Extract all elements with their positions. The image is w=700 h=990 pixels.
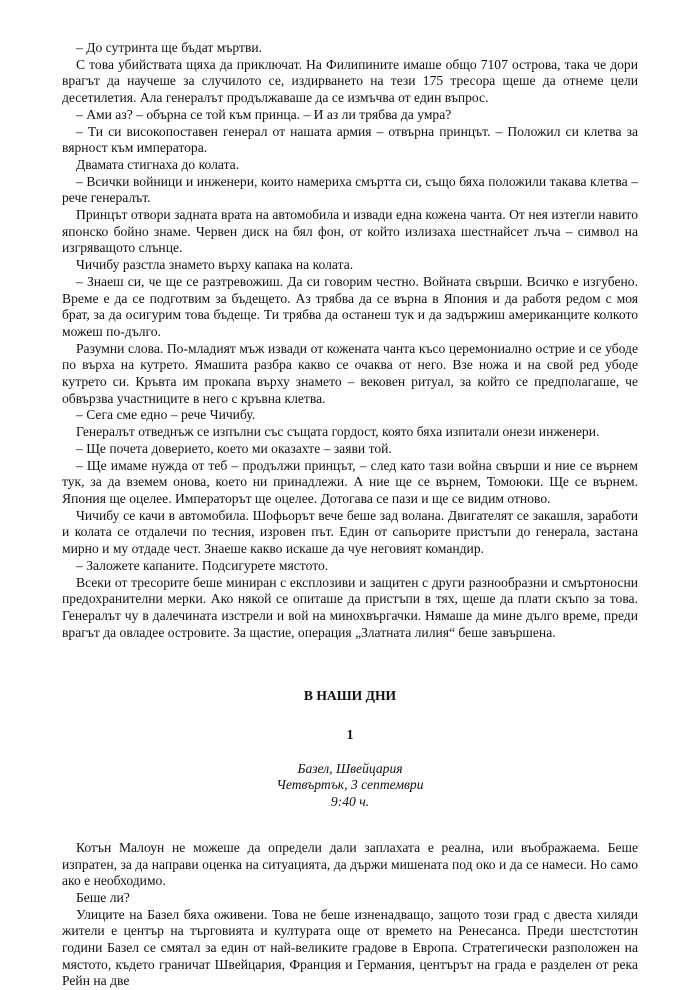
text-block-top	[62, 40, 638, 641]
paragraph: – Заложете капаните. Подсигурете мястото.	[76, 557, 329, 573]
location-time: 9:40 ч.	[330, 794, 370, 810]
paragraph: С това убийствата щяха да приключат. На Филипините имаше общо 7107 острова, така че дори врагът да научеше за случилото се, издирването на тези 175 тресора щеше да отнеме цели десетилетия. Ала генералът продължаваше да се измъчва от един въпрос.	[62, 56, 638, 106]
paragraph: Разумни слова. По-младият мъж извади от кожената чанта късо церемониално острие и се убоде по върха на кутрето. Ямашита разбра какво се очаква от него. Взе ножа и на свой ред убоде кутрето си. Кръвта им прокапа върху знамето – вековен ритуал, за който се предполагаше, че обвързва участниците в него с кръвна клетва.	[62, 340, 638, 406]
location-heading	[62, 761, 638, 811]
location-date: Четвъртък, 3 септември	[276, 777, 424, 793]
paragraph: – Всички войници и инженери, които намериха смъртта си, също бяха положили такава клетва – рече генералът.	[62, 173, 638, 206]
paragraph: – Ще имаме нужда от теб – продължи принцът, – след като тази война свърши и ние се върнем тук, за да вземем онова, което ни принадлежи. А ние ще се върнем, Томоюки. Ще се върнем. Япония ще оцелее. Императорът ще оцелее. Дотогава се пази и ще се видим отново.	[62, 457, 638, 506]
section-title: В НАШИ ДНИ	[303, 688, 397, 704]
location-place: Базел, Швейцария	[297, 760, 403, 776]
paragraph: Улиците на Базел бяха оживени. Това не беше изненадващо, защото този град с двеста хиляди жители е център на търговията и културата още от времето на Ренесанса. Преди шестстотин години Базел се смятал за един от най-великите градове в Европа. Стратегически разположен на мястото, където граничат Швейцария, Франция и Германия, центърът на града е разделен от река Рейн на две	[62, 906, 638, 989]
paragraph: Принцът отвори задната врата на автомобила и извади една кожена чанта. От нея изтегли навито японско бойно знаме. Червен диск на бял фон, от който излизаха шестнайсет лъча – символ на изгряващото слънце.	[62, 207, 638, 256]
paragraph: Генералът отведнъж се изпълни със същата гордост, която бяха изпитали онези инженери.	[76, 424, 600, 440]
paragraph: – Знаеш си, че ще се разтревожиш. Да си говорим честно. Войната свърши. Всичко е изгубено. Време е да се подготвим за бъдещето. Аз трябва да се върна в Япония и да работя редом с моя брат, за да осигурим това бъдеще. Ти трябва да останеш тук и да задържиш американците колкото можеш по-дълго.	[62, 273, 638, 339]
chapter-number: 1	[346, 727, 354, 743]
text-block-bottom	[62, 840, 638, 990]
paragraph: – Сега сме едно – рече Чичибу.	[76, 407, 256, 423]
book-page	[62, 40, 638, 990]
paragraph: – Ще почета доверието, което ми оказахте – заяви той.	[76, 440, 392, 456]
paragraph: – Ти си високопоставен генерал от нашата армия – отвърна принцът. – Положил си клетва за вярност към императора.	[62, 123, 638, 156]
paragraph: Чичибу разстла знамето върху капака на колата.	[76, 257, 354, 273]
paragraph: Двамата стигнаха до колата.	[76, 156, 240, 172]
paragraph: Всеки от тресорите беше миниран с експлозиви и защитен с други разнообразни и смъртоносни предохранителни мерки. Ако някой се опиташе да пристъпи в тях, щеше да плати скъпо за това. Генералът чу в далечината изстрели и вой на минохвъргачки. Нямаше да мине дълго време, преди врагът да овладее островите. За щастие, операция „Златната лилия“ беше завършена.	[62, 574, 638, 640]
paragraph: – Ами аз? – обърна се той към принца. – И аз ли трябва да умра?	[76, 106, 452, 122]
paragraph: Чичибу се качи в автомобила. Шофьорът вече беше зад волана. Двигателят се закашля, заработи и колата се отдалечи по тесния, изровен път. Един от сапьорите пристъпи до генерала, застана мирно и му отдаде чест. Знаеше какво искаше да чуе неговият командир.	[62, 507, 638, 557]
paragraph: Беше ли?	[76, 889, 130, 905]
paragraph: – До сутринта ще бъдат мъртви.	[76, 40, 263, 55]
paragraph: Котън Малоун не можеше да определи дали заплахата е реална, или въображаема. Беше изпратен, за да направи оценка на ситуацията, да държи мишената под око и да се намеси. Но само ако е необходимо.	[62, 839, 638, 889]
